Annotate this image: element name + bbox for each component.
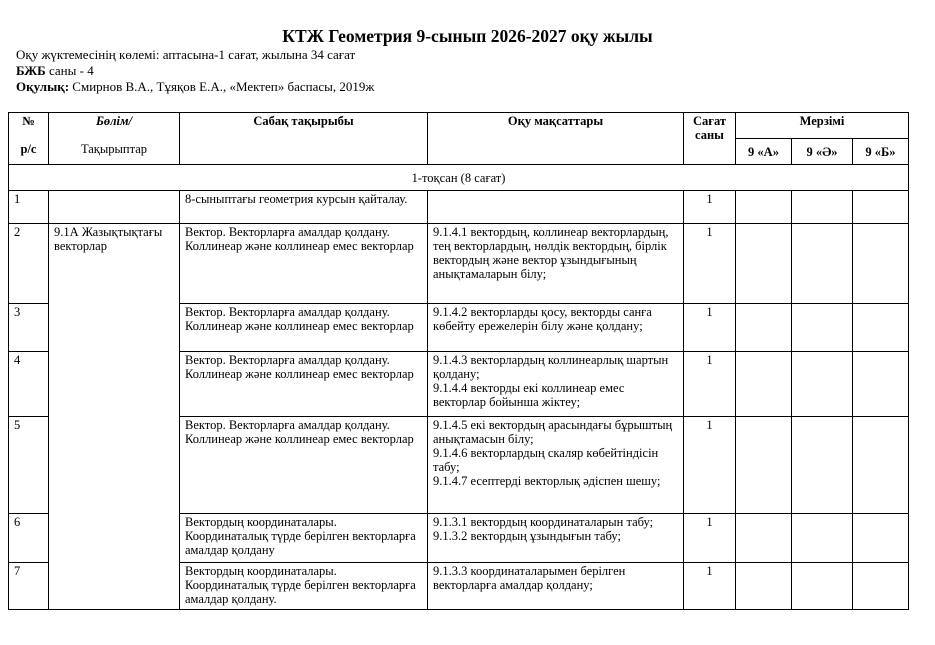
- deadline-b-cell: [853, 224, 909, 304]
- deadline-b-cell: [853, 352, 909, 417]
- objective-line: 9.1.3.2 вектордың ұзындығын табу;: [433, 529, 621, 543]
- hours-cell: 1: [684, 514, 736, 563]
- hours-cell: 1: [684, 563, 736, 610]
- deadline-ae-cell: [792, 224, 853, 304]
- header-class-ae: 9 «Ә»: [792, 139, 853, 165]
- deadline-b-cell: [853, 191, 909, 224]
- deadline-a-cell: [736, 304, 792, 352]
- objective-line: 9.1.4.5 екі вектордың арасындағы бұрыштың анықтамасын білу;: [433, 418, 673, 446]
- objectives-cell: [428, 224, 684, 304]
- header-topic: Сабақ тақырыбы: [180, 113, 428, 165]
- hours-cell: 1: [684, 304, 736, 352]
- topic-cell: Вектордың координаталары. Координаталық түрде берілген векторларға амалдар қолдану.: [180, 563, 428, 610]
- section-cell-empty: [49, 191, 180, 224]
- hours-cell: 1: [684, 417, 736, 514]
- header-number-bottom: р/с: [20, 142, 37, 156]
- plan-table: [8, 112, 909, 610]
- section-name: 9.1А Жазықтықтағы векторлар: [49, 224, 180, 610]
- topic-cell: 8-сыныптағы геометрия курсын қайталау.: [180, 191, 428, 224]
- hours-cell: 1: [684, 191, 736, 224]
- deadline-ae-cell: [792, 191, 853, 224]
- objective-line: 9.1.4.1 вектордың, коллинеар векторлардың, тең векторлардың, нөлдік вектордың, бірлік вектордың және вектор ұзындығының анықтамаларын білу;: [433, 225, 669, 281]
- bzhb-label: БЖБ: [16, 63, 46, 78]
- deadline-a-cell: [736, 417, 792, 514]
- textbook-value: Смирнов В.А., Тұяқов Е.А., «Мектеп» баспасы, 2019ж: [69, 79, 375, 94]
- quarter-row: 1-тоқсан (8 сағат): [9, 165, 909, 191]
- topic-cell: Вектор. Векторларға амалдар қолдану. Коллинеар және коллинеар емес векторлар: [180, 304, 428, 352]
- header-section: [49, 113, 180, 165]
- header-hours: Сағат саны: [684, 113, 736, 165]
- objective-line: 9.1.4.7 есептерді векторлық әдіспен шешу;: [433, 474, 661, 488]
- deadline-a-cell: [736, 352, 792, 417]
- objectives-cell: [428, 514, 684, 563]
- row-number: 6: [9, 514, 49, 563]
- deadline-a-cell: [736, 514, 792, 563]
- row-number: 1: [9, 191, 49, 224]
- row-number: 4: [9, 352, 49, 417]
- row-number: 5: [9, 417, 49, 514]
- deadline-ae-cell: [792, 352, 853, 417]
- hours-cell: 1: [684, 224, 736, 304]
- deadline-ae-cell: [792, 417, 853, 514]
- objective-line: 9.1.4.3 векторлардың коллинеарлық шартын қолдану;: [433, 353, 669, 381]
- textbook-label: Оқулық:: [16, 79, 70, 94]
- objective-line: 9.1.4.2 векторларды қосу, векторды санға көбейту ережелерін білу және қолдану;: [433, 305, 652, 333]
- hours-cell: 1: [684, 352, 736, 417]
- deadline-a-cell: [736, 563, 792, 610]
- objective-line: 9.1.4.4 векторды екі коллинеар емес векторлар бойынша жіктеу;: [433, 381, 625, 409]
- deadline-ae-cell: [792, 563, 853, 610]
- row-number: 3: [9, 304, 49, 352]
- deadline-ae-cell: [792, 514, 853, 563]
- row-number: 7: [9, 563, 49, 610]
- load-line: Оқу жүктемесінің көлемі: аптасына-1 сағат, жылына 34 сағат: [16, 47, 356, 62]
- table-row: [9, 224, 909, 304]
- objective-line: 9.1.3.1 вектордың координаталарын табу;: [433, 515, 654, 529]
- deadline-b-cell: [853, 563, 909, 610]
- deadline-a-cell: [736, 224, 792, 304]
- topic-cell: Вектор. Векторларға амалдар қолдану. Коллинеар және коллинеар емес векторлар: [180, 224, 428, 304]
- header-number-top: №: [22, 114, 35, 128]
- header-class-b: 9 «Б»: [853, 139, 909, 165]
- deadline-a-cell: [736, 191, 792, 224]
- document-title: КТЖ Геометрия 9-сынып 2026-2027 оқу жылы: [282, 26, 653, 46]
- objectives-cell: [428, 417, 684, 514]
- topic-cell: Вектор. Векторларға амалдар қолдану. Коллинеар және коллинеар емес векторлар: [180, 417, 428, 514]
- header-section-top: Бөлім/: [95, 114, 133, 128]
- objectives-cell: [428, 191, 684, 224]
- topic-cell: Вектор. Векторларға амалдар қолдану. Коллинеар және коллинеар емес векторлар: [180, 352, 428, 417]
- objective-line: 9.1.3.3 координаталарымен берілген векторларға амалдар қолдану;: [433, 564, 626, 592]
- header-number: [9, 113, 49, 165]
- objective-line: 9.1.4.6 векторлардың скаляр көбейтіндісін табу;: [433, 446, 659, 474]
- bzhb-value: саны - 4: [45, 63, 94, 78]
- header-objectives: Оқу мақсаттары: [428, 113, 684, 165]
- objectives-cell: [428, 352, 684, 417]
- deadline-b-cell: [853, 304, 909, 352]
- objectives-cell: [428, 563, 684, 610]
- row-number: 2: [9, 224, 49, 304]
- objectives-cell: [428, 304, 684, 352]
- topic-cell: Вектордың координаталары. Координаталық түрде берілген векторларға амалдар қолдану: [180, 514, 428, 563]
- header-deadline: Мерзімі: [736, 113, 909, 139]
- deadline-b-cell: [853, 514, 909, 563]
- textbook-line: [16, 79, 374, 94]
- bzhb-line: [16, 63, 94, 78]
- table-row: [9, 191, 909, 224]
- header-class-a: 9 «А»: [736, 139, 792, 165]
- deadline-ae-cell: [792, 304, 853, 352]
- header-section-bottom: Тақырыптар: [80, 142, 148, 156]
- deadline-b-cell: [853, 417, 909, 514]
